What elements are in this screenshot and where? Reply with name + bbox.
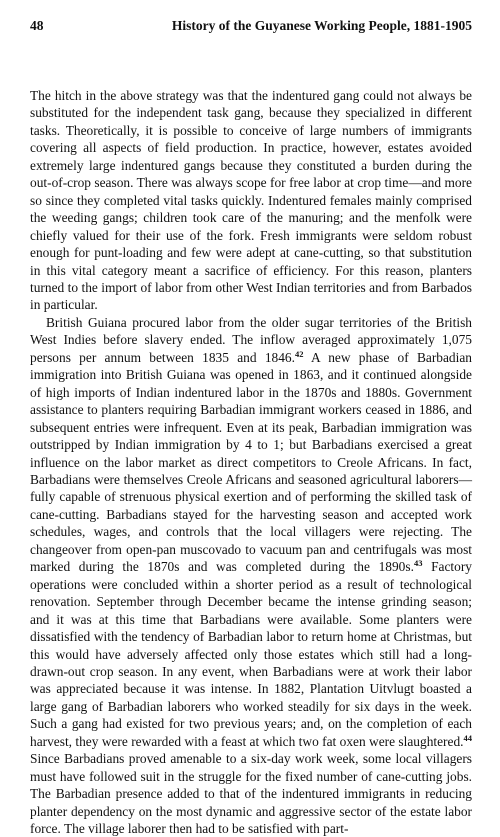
paragraph-text: British Guiana procured labor from the older sugar territories of the British West Indies before slavery ended. The inflow averaged approximately 1,075 persons per annum between 1835 and 1846. — [30, 314, 472, 365]
paragraph — [30, 314, 472, 837]
footnote-ref: 44 — [463, 732, 472, 743]
page-number: 48 — [30, 18, 44, 33]
footnote-ref: 43 — [413, 558, 423, 569]
paragraph-text: Factory operations were concluded within a shorter period as a result of technological renovation. September through December became the intense grinding season; and it was at this time that Barbadians were available. Some planters were dissatisfied with the tendency of Barbadian labor to return home at Christmas, but this would have adversely affected only those estates which still had a long-drawn-out crop season. In any event, when Barbadians were at work their labor was appreciated because it was intense. In 1882, Plantation Uitvlugt boasted a large gang of Barbadian laborers who worked steadily for six days in the week. Such a gang had existed for two previous years; and, on the completion of each harvest, they were rewarded with a feast at which two fat oxen were slaughtered. — [30, 559, 472, 749]
running-head: History of the Guyanese Working People, 1881-1905 — [171, 18, 472, 33]
body-text — [30, 87, 472, 837]
paragraph — [30, 87, 472, 314]
paragraph-text: A new phase of Barbadian immigration into British Guiana was opened in 1863, and it continued alongside of high imports of Indian indentured labor in the 1870s and 1880s. Government assistance to planters requiring Barbadian immigrant workers ceased in 1886, and subsequent entries were infrequent. Even at its peak, Barbadian immigration was outstripped by Indian immigration by 4 to 1; but Barbadians exercised a great influence on the labor market as direct competitors to Creole Africans. In fact, Barbadians were themselves Creole Africans and seasoned agricultural laborers—fully capable of strenuous physical exertion and of performing the skilled task of cane-cutting. Barbadians stayed for the harvesting season and accepted work schedules, wages, and controls that the local villagers were rejecting. The changeover from open-pan muscovado to vacuum pan and centrifugals was most marked during the 1870s and was completed during the 1890s. — [30, 349, 472, 575]
footnote-ref: 42 — [294, 348, 304, 359]
paragraph-text: Since Barbadians proved amenable to a six-day work week, some local villagers must have followed suit in the struggle for the fixed number of cane-cutting jobs. The Barbadian presence added to that of the indentured immigrants in reducing planter dependency on the most dynamic and aggressive sector of the estate labor force. The village laborer then had to be satisfied with part- — [30, 751, 472, 837]
page-header — [30, 18, 472, 38]
paragraph-text: The hitch in the above strategy was that the indentured gang could not always be substituted for the independent task gang, because they specialized in different tasks. Theoretically, it is possible to conceive of large numbers of immigrants covering all aspects of field production. In practice, however, estates avoided extremely large indentured gangs because they constituted a burden during the out-of-crop season. There was always scope for free labor at crop time—and more so since they completed vital tasks quickly. Indentured females mainly comprised the weeding gangs; children took care of the manuring; and the menfolk were chiefly valued for their use of the fork. Fresh immigrants were seldom robust enough for punt-loading and few were adept at cane-cutting, so that substitution in this vital category meant a sacrifice of efficiency. For this reason, planters turned to the import of labor from other West Indian territories and from Barbados in particular. — [30, 88, 472, 313]
